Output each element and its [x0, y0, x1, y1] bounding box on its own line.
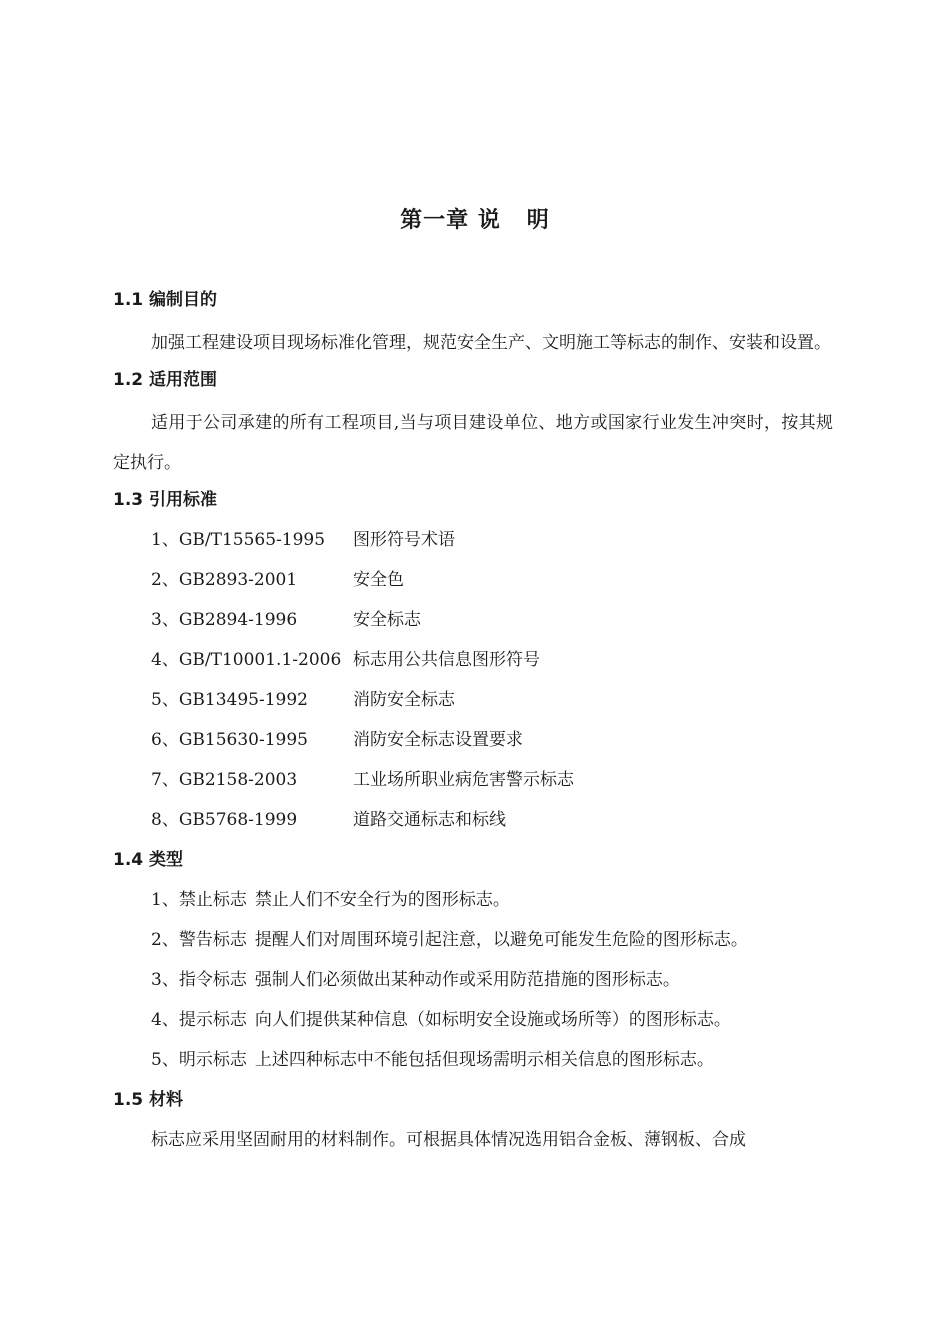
- standard-item: [113, 603, 833, 643]
- type-name: 4、提示标志: [151, 1010, 247, 1030]
- standard-name: 标志用公共信息图形符号: [353, 650, 540, 670]
- chapter-title: 第一章 说 明: [400, 208, 550, 233]
- type-item: [113, 963, 833, 1003]
- types-list: [113, 883, 833, 1083]
- standard-code: 3、GB2894-1996: [151, 610, 298, 630]
- type-item: [113, 883, 833, 923]
- type-description: 强制人们必须做出某种动作或采用防范措施的图形标志。: [254, 970, 680, 990]
- standard-item: [113, 803, 833, 843]
- standard-code: 5、GB13495-1992: [151, 690, 308, 710]
- document-body: [113, 283, 833, 1163]
- section-paragraph-1-2: 适用于公司承建的所有工程项目,当与项目建设单位、地方或国家行业发生冲突时，按其规定执行。: [113, 413, 833, 473]
- type-description: 向人们提供某种信息（如标明安全设施或场所等）的图形标志。: [254, 1010, 731, 1030]
- type-name: 1、禁止标志: [151, 890, 247, 910]
- standard-name: 消防安全标志设置要求: [353, 730, 523, 750]
- standard-code: 4、GB/T10001.1-2006: [151, 650, 342, 670]
- standard-code: 2、GB2893-2001: [151, 570, 298, 590]
- type-name: 3、指令标志: [151, 970, 247, 990]
- type-name: 2、警告标志: [151, 930, 247, 950]
- standard-item: [113, 723, 833, 763]
- standard-name: 工业场所职业病危害警示标志: [353, 770, 574, 790]
- standard-item: [113, 683, 833, 723]
- standard-name: 安全标志: [353, 610, 421, 630]
- type-item: [113, 923, 833, 963]
- section-paragraph-1-5: 标志应采用坚固耐用的材料制作。可根据具体情况选用铝合金板、薄钢板、合成: [151, 1130, 746, 1150]
- standard-code: 1、GB/T15565-1995: [151, 530, 326, 550]
- type-description: 上述四种标志中不能包括但现场需明示相关信息的图形标志。: [254, 1050, 714, 1070]
- section-heading-1-5: 1.5 材料: [113, 1090, 184, 1110]
- standard-item: [113, 563, 833, 603]
- standard-name: 图形符号术语: [353, 530, 455, 550]
- section-heading-1-2: 1.2 适用范围: [113, 370, 218, 390]
- type-item: [113, 1043, 833, 1083]
- standard-code: 8、GB5768-1999: [151, 810, 298, 830]
- standard-name: 道路交通标志和标线: [353, 810, 506, 830]
- standard-item: [113, 643, 833, 683]
- type-name: 5、明示标志: [151, 1050, 247, 1070]
- standard-name: 安全色: [353, 570, 404, 590]
- section-heading-1-4: 1.4 类型: [113, 850, 184, 870]
- standard-code: 7、GB2158-2003: [151, 770, 298, 790]
- standard-item: [113, 523, 833, 563]
- standard-item: [113, 763, 833, 803]
- type-description: 提醒人们对周围环境引起注意，以避免可能发生危险的图形标志。: [254, 930, 748, 950]
- type-description: 禁止人们不安全行为的图形标志。: [254, 890, 510, 910]
- standard-name: 消防安全标志: [353, 690, 455, 710]
- standard-code: 6、GB15630-1995: [151, 730, 308, 750]
- section-paragraph-1-1: 加强工程建设项目现场标准化管理，规范安全生产、文明施工等标志的制作、安装和设置。: [151, 333, 831, 353]
- section-heading-1-3: 1.3 引用标准: [113, 490, 218, 510]
- standards-list: [113, 523, 833, 843]
- section-heading-1-1: 1.1 编制目的: [113, 290, 218, 310]
- type-item: [113, 1003, 833, 1043]
